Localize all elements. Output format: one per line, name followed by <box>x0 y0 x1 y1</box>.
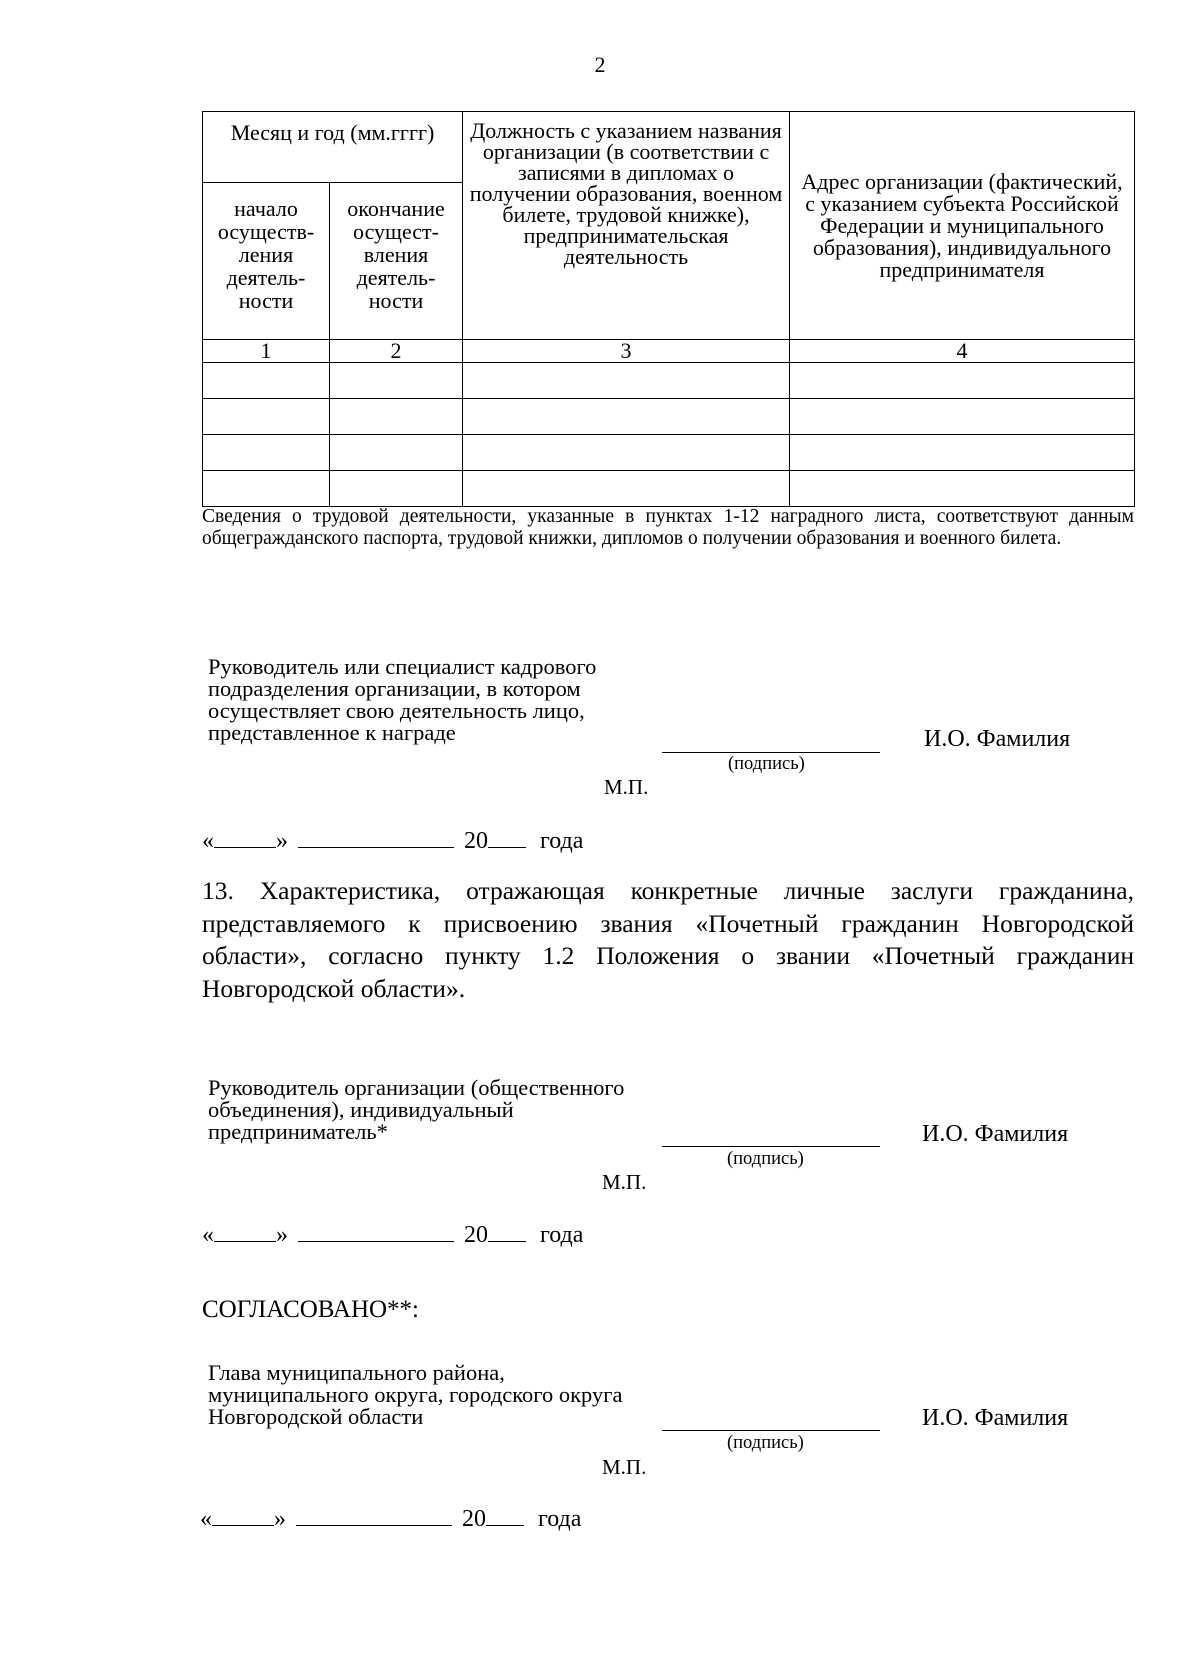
date-row <box>200 1505 581 1533</box>
header-end <box>330 183 463 340</box>
header-end-text: окончание осущест-вления деятель-ности <box>347 196 445 313</box>
table-row <box>203 363 1135 399</box>
table-cell[interactable] <box>330 435 463 471</box>
column-number: 3 <box>463 340 790 363</box>
column-number: 1 <box>203 340 330 363</box>
table-cell[interactable] <box>790 399 1135 435</box>
signature-line[interactable] <box>662 752 880 753</box>
table-cell[interactable] <box>203 435 330 471</box>
date-quote-close: » <box>276 1222 288 1248</box>
signatory-label-head: Руководитель организации (общественного объединения), индивидуальный предприниматель* <box>208 1075 625 1144</box>
date-month-field[interactable] <box>296 1505 452 1526</box>
table-cell[interactable] <box>463 435 790 471</box>
table-cell[interactable] <box>790 435 1135 471</box>
approved-heading: СОГЛАСОВАНО**: <box>202 1296 420 1323</box>
table-cell[interactable] <box>203 471 330 507</box>
date-month-field[interactable] <box>298 827 454 848</box>
work-history-note: Сведения о трудовой деятельности, указанные в пунктах 1-12 наградного листа, соответствуют данным общегражданского паспорта, трудовой книжки, дипломов о получении образования и военного билета. <box>202 506 1134 549</box>
signatory-name: И.О. Фамилия <box>922 1121 1069 1147</box>
table-cell[interactable] <box>790 363 1135 399</box>
signatory-name: И.О. Фамилия <box>922 1405 1069 1431</box>
date-year-field[interactable] <box>488 1221 526 1242</box>
header-start-text: начало осуществ-ления деятель-ности <box>217 196 315 313</box>
signature-caption: (подпись) <box>727 1433 804 1453</box>
date-month-field[interactable] <box>298 1221 454 1242</box>
table-row <box>203 435 1135 471</box>
signature-caption: (подпись) <box>727 1149 804 1169</box>
header-address <box>790 112 1135 340</box>
date-year-field[interactable] <box>488 827 526 848</box>
page-number: 2 <box>594 52 606 77</box>
date-year-word: года <box>540 1222 584 1248</box>
date-quote-close: » <box>274 1506 286 1532</box>
work-history-table <box>202 111 1135 507</box>
signatory-label-municipal: Глава муниципального района, муниципального округа, городского округа Новгородской области <box>208 1360 623 1429</box>
date-year-prefix: 20 <box>464 1222 488 1248</box>
header-position-text: Должность с указанием названия организации (в соответствии с записями в дипломах о получении образования, военном билете, трудовой книжке), предпринимательская деятельность <box>469 118 783 269</box>
signature-caption: (подпись) <box>728 754 805 774</box>
date-year-field[interactable] <box>486 1505 524 1526</box>
signatory-label-hr: Руководитель или специалист кадрового подразделения организации, в котором осуществляет свою деятельность лицо, представленное к награде <box>208 654 597 745</box>
signatory-name: И.О. Фамилия <box>924 726 1071 752</box>
column-number: 4 <box>790 340 1135 363</box>
table-cell[interactable] <box>330 471 463 507</box>
date-day-field[interactable] <box>214 827 276 848</box>
stamp-mark: М.П. <box>604 775 649 799</box>
table-cell[interactable] <box>463 471 790 507</box>
date-quote-open: « <box>202 828 214 854</box>
header-start <box>203 183 330 340</box>
date-year-prefix: 20 <box>462 1506 486 1532</box>
table-cell[interactable] <box>463 399 790 435</box>
table-header-row <box>203 112 1135 183</box>
header-month-year-text: Месяц и год (мм.гггг) <box>230 120 435 145</box>
date-year-word: года <box>540 828 584 854</box>
date-day-field[interactable] <box>212 1505 274 1526</box>
table-cell[interactable] <box>203 363 330 399</box>
stamp-mark: М.П. <box>602 1455 647 1479</box>
header-month-year <box>203 112 463 183</box>
table-row <box>203 399 1135 435</box>
date-quote-open: « <box>200 1506 212 1532</box>
characteristic-paragraph: 13. Характеристика, отражающая конкретные личные заслуги гражданина, представляемого к присвоению звания «Почетный гражданин Новгородской области», согласно пункту 1.2 Положения о звании «Почетный гражданин Новгородской области». <box>202 876 1134 1003</box>
table-cell[interactable] <box>330 399 463 435</box>
header-position <box>463 112 790 340</box>
table-number-row <box>203 340 1135 363</box>
table-cell[interactable] <box>790 471 1135 507</box>
signature-line[interactable] <box>662 1430 880 1431</box>
signature-line[interactable] <box>662 1146 880 1147</box>
date-day-field[interactable] <box>214 1221 276 1242</box>
table-row <box>203 471 1135 507</box>
header-address-text: Адрес организации (фактический, с указанием субъекта Российской Федерации и муниципального образования), индивидуального предпринимателя <box>801 168 1123 282</box>
table-cell[interactable] <box>330 363 463 399</box>
date-row <box>202 1221 583 1249</box>
date-quote-close: » <box>276 828 288 854</box>
table-cell[interactable] <box>203 399 330 435</box>
table-cell[interactable] <box>463 363 790 399</box>
date-row <box>202 827 583 855</box>
stamp-mark: М.П. <box>602 1170 647 1194</box>
column-number: 2 <box>330 340 463 363</box>
date-year-prefix: 20 <box>464 828 488 854</box>
date-year-word: года <box>538 1506 582 1532</box>
date-quote-open: « <box>202 1222 214 1248</box>
